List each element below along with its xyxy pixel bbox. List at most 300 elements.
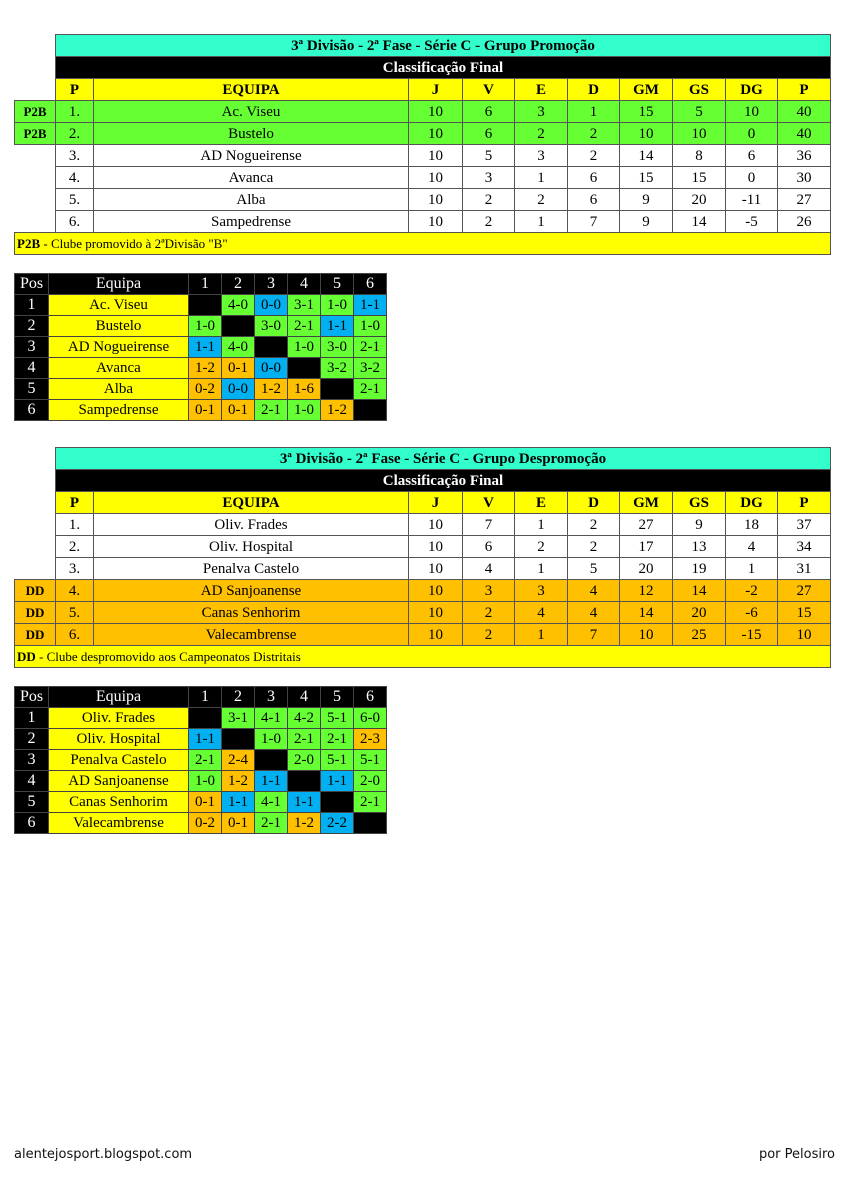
column-header-dg: DG	[726, 492, 778, 514]
match-result: 1-1	[255, 771, 288, 792]
team-name: Ac. Viseu	[94, 101, 409, 123]
matrix-row	[15, 708, 387, 729]
stat-d: 4	[568, 580, 620, 602]
matrix-header-col: 5	[321, 274, 354, 295]
team-name: Alba	[94, 189, 409, 211]
stat-e: 2	[515, 536, 568, 558]
table-row	[15, 514, 831, 536]
legend-text: - Clube despromovido aos Campeonatos Distritais	[35, 648, 301, 664]
stat-dg: -15	[726, 624, 778, 646]
stat-gm: 17	[620, 536, 673, 558]
matrix-pos: 5	[15, 792, 49, 813]
legend-row	[15, 233, 831, 255]
stat-j: 10	[409, 123, 463, 145]
matrix-row	[15, 771, 387, 792]
stat-v: 3	[463, 580, 515, 602]
subtitle-row	[15, 470, 831, 492]
stat-v: 2	[463, 624, 515, 646]
match-result: 1-0	[255, 729, 288, 750]
stat-v: 3	[463, 167, 515, 189]
matrix-pos: 3	[15, 337, 49, 358]
stat-e: 2	[515, 189, 568, 211]
match-result: 0-1	[222, 358, 255, 379]
stat-v: 6	[463, 123, 515, 145]
stat-p: 40	[778, 123, 831, 145]
stat-gm: 27	[620, 514, 673, 536]
position: 5.	[56, 602, 94, 624]
matrix-team: Canas Senhorim	[49, 792, 189, 813]
match-result: 0-2	[189, 813, 222, 834]
match-result: 0-0	[222, 379, 255, 400]
column-header-gs: GS	[673, 492, 726, 514]
match-result: 1-2	[222, 771, 255, 792]
stat-e: 1	[515, 167, 568, 189]
match-result: 1-2	[321, 400, 354, 421]
matrix-header-col: 3	[255, 274, 288, 295]
stat-v: 6	[463, 101, 515, 123]
stat-gm: 9	[620, 211, 673, 233]
matrix-row	[15, 750, 387, 771]
match-result: 2-1	[321, 729, 354, 750]
matrix-team: Oliv. Hospital	[49, 729, 189, 750]
matrix-pos: 6	[15, 400, 49, 421]
team-name: Penalva Castelo	[94, 558, 409, 580]
matrix-pos: 1	[15, 295, 49, 316]
status-tag	[15, 145, 56, 167]
matrix-row	[15, 792, 387, 813]
stat-dg: 0	[726, 123, 778, 145]
stat-dg: 10	[726, 101, 778, 123]
match-result: 1-1	[189, 337, 222, 358]
match-result: 2-3	[354, 729, 387, 750]
stat-gs: 15	[673, 167, 726, 189]
stat-j: 10	[409, 536, 463, 558]
match-result: 1-6	[288, 379, 321, 400]
matrix-pos: 2	[15, 729, 49, 750]
group-title: 3ª Divisão - 2ª Fase - Série C - Grupo Promoção	[56, 35, 831, 57]
column-header-pts: P	[778, 492, 831, 514]
title-row	[15, 35, 831, 57]
matrix-header-team: Equipa	[49, 687, 189, 708]
results-matrix	[14, 686, 387, 834]
footer-site: alentejosport.blogspot.com	[14, 1147, 193, 1162]
stat-dg: 18	[726, 514, 778, 536]
match-result: 1-2	[288, 813, 321, 834]
team-name: Sampedrense	[94, 211, 409, 233]
matrix-pos: 5	[15, 379, 49, 400]
column-header-d: D	[568, 492, 620, 514]
title-row	[15, 448, 831, 470]
matrix-header-pos: Pos	[15, 274, 49, 295]
match-result: 0-1	[189, 792, 222, 813]
subtitle-row	[15, 57, 831, 79]
matrix-team: Ac. Viseu	[49, 295, 189, 316]
column-header-e: E	[515, 79, 568, 101]
position: 1.	[56, 101, 94, 123]
status-tag	[15, 167, 56, 189]
stat-gs: 25	[673, 624, 726, 646]
stat-j: 10	[409, 145, 463, 167]
stat-p: 30	[778, 167, 831, 189]
stat-gs: 5	[673, 101, 726, 123]
standings-table	[14, 447, 831, 668]
match-result	[321, 792, 354, 813]
stat-gs: 13	[673, 536, 726, 558]
matrix-pos: 4	[15, 358, 49, 379]
match-result: 4-1	[255, 792, 288, 813]
stat-d: 7	[568, 211, 620, 233]
position: 6.	[56, 624, 94, 646]
matrix-row	[15, 358, 387, 379]
column-header-dg: DG	[726, 79, 778, 101]
stat-dg: 1	[726, 558, 778, 580]
match-result: 2-0	[288, 750, 321, 771]
stat-e: 2	[515, 123, 568, 145]
status-tag	[15, 514, 56, 536]
stat-p: 31	[778, 558, 831, 580]
match-result: 1-0	[354, 316, 387, 337]
match-result: 1-0	[288, 337, 321, 358]
stat-d: 1	[568, 101, 620, 123]
match-result: 1-0	[321, 295, 354, 316]
position: 1.	[56, 514, 94, 536]
position: 3.	[56, 558, 94, 580]
stat-gs: 14	[673, 211, 726, 233]
stat-gs: 14	[673, 580, 726, 602]
match-result: 6-0	[354, 708, 387, 729]
table-row	[15, 189, 831, 211]
matrix-row	[15, 379, 387, 400]
matrix-team: Penalva Castelo	[49, 750, 189, 771]
stat-gm: 12	[620, 580, 673, 602]
matrix-team: Avanca	[49, 358, 189, 379]
stat-e: 1	[515, 211, 568, 233]
stat-d: 2	[568, 123, 620, 145]
column-header-pts: P	[778, 79, 831, 101]
stat-gm: 15	[620, 101, 673, 123]
match-result: 0-1	[222, 813, 255, 834]
position: 2.	[56, 536, 94, 558]
stat-v: 2	[463, 189, 515, 211]
matrix-header-col: 3	[255, 687, 288, 708]
matrix-pos: 6	[15, 813, 49, 834]
matrix-team: Sampedrense	[49, 400, 189, 421]
team-name: Canas Senhorim	[94, 602, 409, 624]
status-tag	[15, 189, 56, 211]
match-result	[189, 295, 222, 316]
match-result: 0-2	[189, 379, 222, 400]
status-tag: P2B	[15, 123, 56, 145]
stat-gm: 14	[620, 602, 673, 624]
matrix-header-col: 1	[189, 274, 222, 295]
matrix-row	[15, 813, 387, 834]
column-header-e: E	[515, 492, 568, 514]
match-result: 2-1	[354, 337, 387, 358]
legend-row	[15, 646, 831, 668]
position: 4.	[56, 580, 94, 602]
header-row	[15, 79, 831, 101]
match-result: 2-4	[222, 750, 255, 771]
stat-j: 10	[409, 514, 463, 536]
matrix-pos: 2	[15, 316, 49, 337]
table-row	[15, 167, 831, 189]
match-result: 0-1	[189, 400, 222, 421]
stat-p: 34	[778, 536, 831, 558]
table-row	[15, 602, 831, 624]
table-row	[15, 211, 831, 233]
footer-author: por Pelosiro	[758, 1147, 835, 1162]
stat-dg: 0	[726, 167, 778, 189]
match-result: 2-0	[354, 771, 387, 792]
match-result: 4-0	[222, 337, 255, 358]
stat-dg: 4	[726, 536, 778, 558]
stat-gs: 20	[673, 189, 726, 211]
match-result: 1-0	[288, 400, 321, 421]
legend	[15, 233, 831, 255]
matrix-header-col: 2	[222, 274, 255, 295]
match-result: 3-0	[255, 316, 288, 337]
stat-v: 7	[463, 514, 515, 536]
stat-gm: 9	[620, 189, 673, 211]
stat-d: 6	[568, 167, 620, 189]
team-name: Oliv. Frades	[94, 514, 409, 536]
stat-dg: -5	[726, 211, 778, 233]
table-row	[15, 123, 831, 145]
column-header-gm: GM	[620, 492, 673, 514]
match-result: 5-1	[321, 708, 354, 729]
stat-j: 10	[409, 101, 463, 123]
stat-gm: 14	[620, 145, 673, 167]
stat-gm: 10	[620, 123, 673, 145]
match-result: 1-1	[189, 729, 222, 750]
match-result: 4-2	[288, 708, 321, 729]
match-result: 3-1	[222, 708, 255, 729]
matrix-pos: 3	[15, 750, 49, 771]
legend-code: DD	[17, 648, 36, 664]
matrix-header-team: Equipa	[49, 274, 189, 295]
stat-v: 6	[463, 536, 515, 558]
match-result: 3-1	[288, 295, 321, 316]
match-result: 1-0	[189, 771, 222, 792]
group-subtitle: Classificação Final	[56, 470, 831, 492]
match-result	[321, 379, 354, 400]
stat-e: 1	[515, 514, 568, 536]
stat-j: 10	[409, 189, 463, 211]
matrix-row	[15, 729, 387, 750]
stat-gm: 20	[620, 558, 673, 580]
matrix-header-col: 5	[321, 687, 354, 708]
matrix-header-col: 1	[189, 687, 222, 708]
match-result	[189, 708, 222, 729]
column-header-j: J	[409, 79, 463, 101]
team-name: Valecambrense	[94, 624, 409, 646]
status-tag	[15, 211, 56, 233]
match-result	[354, 400, 387, 421]
stat-gs: 20	[673, 602, 726, 624]
stat-v: 5	[463, 145, 515, 167]
stat-p: 15	[778, 602, 831, 624]
matrix-header-col: 4	[288, 687, 321, 708]
match-result: 2-1	[354, 792, 387, 813]
table-row	[15, 101, 831, 123]
matrix-team: Oliv. Frades	[49, 708, 189, 729]
status-tag	[15, 558, 56, 580]
stat-j: 10	[409, 558, 463, 580]
match-result	[222, 729, 255, 750]
stat-p: 27	[778, 580, 831, 602]
column-header-j: J	[409, 492, 463, 514]
matrix-header-pos: Pos	[15, 687, 49, 708]
match-result	[255, 337, 288, 358]
stat-dg: -6	[726, 602, 778, 624]
standings-table	[14, 34, 831, 255]
column-header-p: P	[56, 79, 94, 101]
match-result: 2-2	[321, 813, 354, 834]
group-subtitle: Classificação Final	[56, 57, 831, 79]
match-result: 0-0	[255, 295, 288, 316]
stat-v: 4	[463, 558, 515, 580]
team-name: AD Nogueirense	[94, 145, 409, 167]
match-result: 2-1	[288, 729, 321, 750]
stat-dg: 6	[726, 145, 778, 167]
status-tag: DD	[15, 580, 56, 602]
match-result	[354, 813, 387, 834]
column-header-equipa: EQUIPA	[94, 79, 409, 101]
stat-p: 26	[778, 211, 831, 233]
stat-dg: -2	[726, 580, 778, 602]
table-row	[15, 558, 831, 580]
column-header-equipa: EQUIPA	[94, 492, 409, 514]
stat-d: 4	[568, 602, 620, 624]
match-result: 1-1	[288, 792, 321, 813]
stat-v: 2	[463, 211, 515, 233]
matrix-team: Valecambrense	[49, 813, 189, 834]
match-result: 3-0	[321, 337, 354, 358]
matrix-header-col: 2	[222, 687, 255, 708]
table-row	[15, 580, 831, 602]
match-result: 4-0	[222, 295, 255, 316]
stat-d: 5	[568, 558, 620, 580]
position: 2.	[56, 123, 94, 145]
match-result: 5-1	[354, 750, 387, 771]
stat-v: 2	[463, 602, 515, 624]
matrix-row	[15, 295, 387, 316]
matrix-pos: 1	[15, 708, 49, 729]
match-result: 5-1	[321, 750, 354, 771]
matrix-team: AD Sanjoanense	[49, 771, 189, 792]
match-result: 1-2	[189, 358, 222, 379]
stat-gs: 19	[673, 558, 726, 580]
stat-gm: 15	[620, 167, 673, 189]
match-result: 0-1	[222, 400, 255, 421]
position: 5.	[56, 189, 94, 211]
status-tag	[15, 536, 56, 558]
matrix-team: AD Nogueirense	[49, 337, 189, 358]
column-header-v: V	[463, 492, 515, 514]
stat-j: 10	[409, 580, 463, 602]
stat-e: 4	[515, 602, 568, 624]
match-result	[288, 771, 321, 792]
matrix-header-col: 4	[288, 274, 321, 295]
table-row	[15, 624, 831, 646]
stat-d: 6	[568, 189, 620, 211]
match-result: 4-1	[255, 708, 288, 729]
matrix-team: Bustelo	[49, 316, 189, 337]
stat-e: 3	[515, 145, 568, 167]
match-result	[288, 358, 321, 379]
stat-e: 1	[515, 624, 568, 646]
matrix-row	[15, 316, 387, 337]
legend-text: - Clube promovido à 2ªDivisão "B"	[40, 235, 228, 251]
column-header-gs: GS	[673, 79, 726, 101]
match-result: 2-1	[354, 379, 387, 400]
stat-e: 3	[515, 101, 568, 123]
stat-gs: 9	[673, 514, 726, 536]
stat-gs: 8	[673, 145, 726, 167]
position: 4.	[56, 167, 94, 189]
legend-code: P2B	[17, 235, 41, 251]
match-result	[222, 316, 255, 337]
match-result: 0-0	[255, 358, 288, 379]
match-result: 1-0	[189, 316, 222, 337]
team-name: Avanca	[94, 167, 409, 189]
matrix-header-col: 6	[354, 687, 387, 708]
stat-j: 10	[409, 167, 463, 189]
stat-dg: -11	[726, 189, 778, 211]
group-title: 3ª Divisão - 2ª Fase - Série C - Grupo Despromoção	[56, 448, 831, 470]
team-name: AD Sanjoanense	[94, 580, 409, 602]
match-result: 2-1	[288, 316, 321, 337]
stat-j: 10	[409, 211, 463, 233]
match-result: 1-1	[354, 295, 387, 316]
table-row	[15, 145, 831, 167]
position: 3.	[56, 145, 94, 167]
stat-e: 1	[515, 558, 568, 580]
table-row	[15, 536, 831, 558]
matrix-pos: 4	[15, 771, 49, 792]
matrix-header-row	[15, 687, 387, 708]
team-name: Oliv. Hospital	[94, 536, 409, 558]
position: 6.	[56, 211, 94, 233]
stat-p: 36	[778, 145, 831, 167]
status-tag: DD	[15, 602, 56, 624]
match-result: 2-1	[189, 750, 222, 771]
column-header-gm: GM	[620, 79, 673, 101]
status-tag: P2B	[15, 101, 56, 123]
stat-e: 3	[515, 580, 568, 602]
match-result: 1-1	[321, 771, 354, 792]
match-result: 2-1	[255, 400, 288, 421]
match-result: 3-2	[321, 358, 354, 379]
match-result: 2-1	[255, 813, 288, 834]
legend	[15, 646, 831, 668]
match-result: 1-2	[255, 379, 288, 400]
stat-j: 10	[409, 602, 463, 624]
stat-p: 27	[778, 189, 831, 211]
stat-p: 40	[778, 101, 831, 123]
header-row	[15, 492, 831, 514]
column-header-d: D	[568, 79, 620, 101]
matrix-team: Alba	[49, 379, 189, 400]
stat-p: 10	[778, 624, 831, 646]
team-name: Bustelo	[94, 123, 409, 145]
stat-d: 7	[568, 624, 620, 646]
match-result: 3-2	[354, 358, 387, 379]
results-matrix	[14, 273, 387, 421]
matrix-row	[15, 337, 387, 358]
stat-gs: 10	[673, 123, 726, 145]
match-result	[255, 750, 288, 771]
